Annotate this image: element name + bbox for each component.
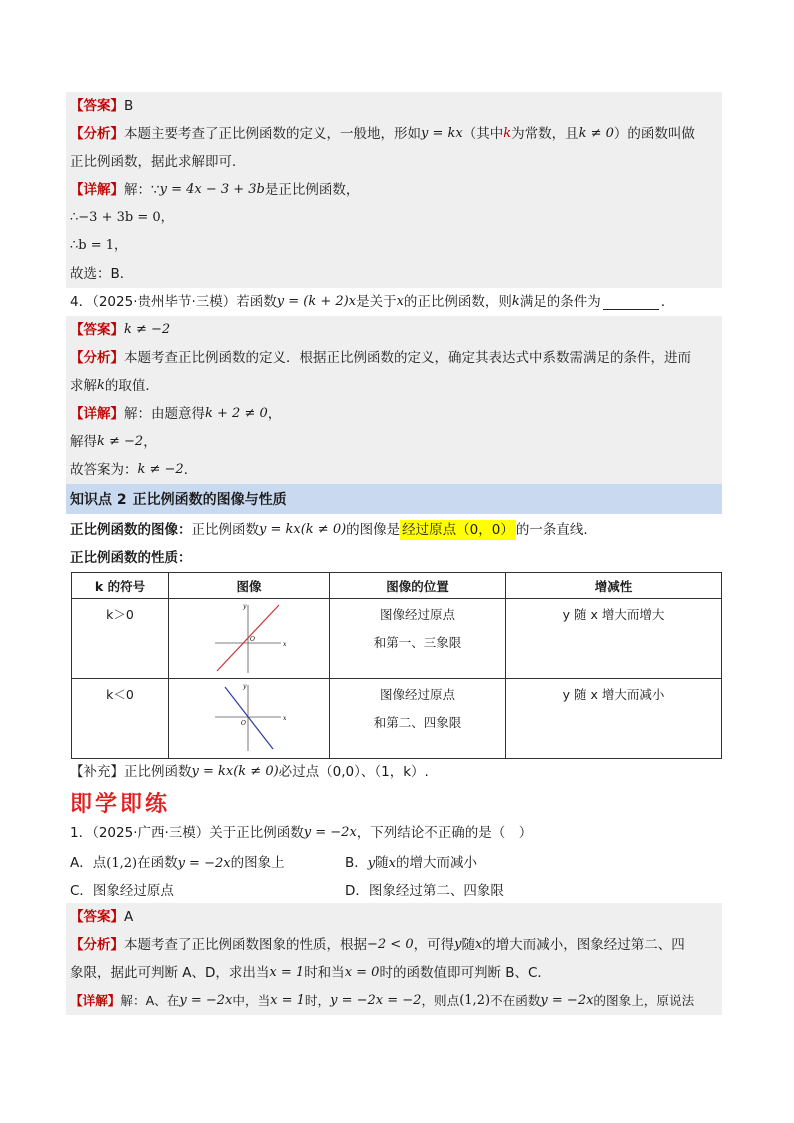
- practice-banner: 即学即练: [70, 790, 171, 817]
- q3-analysis-line-1: [66, 120, 722, 148]
- option-var: x: [388, 856, 396, 871]
- supplement-line: [70, 759, 722, 785]
- q3-detail-formula: y = 4x − 3 + 3b: [159, 182, 265, 197]
- graph-definition-text: 的图像是: [346, 522, 401, 538]
- p1-detail-text: 解：A、在: [120, 993, 180, 1008]
- table-row: [72, 599, 722, 679]
- graph-definition: [70, 516, 722, 544]
- q4-detail-formula: k + 2 ≠ 0: [205, 406, 268, 421]
- p1-analysis-text: ，可得: [413, 937, 455, 953]
- properties-title: 正比例函数的性质：: [70, 550, 192, 566]
- graph-definition-text: 正比例函数: [191, 522, 259, 538]
- supplement-formula: y = kx(k ≠ 0): [191, 764, 279, 779]
- p1-detail-text: 不在函数: [490, 993, 541, 1008]
- q4-solve-line: [66, 428, 722, 456]
- q4-analysis-text: 的取值．: [104, 378, 159, 394]
- option-text: 在函数: [137, 855, 178, 871]
- p1-analysis-text: 时的函数值即可判断 B、C．: [379, 965, 551, 981]
- q3-detail-text: 解：∵: [124, 182, 160, 198]
- axis-x-label: x: [283, 715, 287, 722]
- p1-stem: [70, 819, 722, 847]
- position-cell: [330, 679, 506, 759]
- p1-detail-text: 的图象上，原说法: [593, 993, 695, 1008]
- q4-analysis-text: 求解: [70, 378, 97, 394]
- p1-analysis-text: 时和当: [304, 965, 345, 981]
- axis-x-label: x: [283, 641, 287, 648]
- q4-analysis-line-1: [66, 344, 722, 372]
- p1-analysis-text: 随: [461, 937, 475, 953]
- option-text: 随: [375, 855, 389, 871]
- p1-detail-formula: x = 1: [270, 993, 305, 1008]
- q3-step-2: [66, 232, 722, 260]
- table-header: k 的符号: [72, 573, 169, 599]
- q4-stem-text: 是关于: [356, 294, 397, 310]
- p1-analysis-var: x: [474, 937, 483, 952]
- q4-final-line: [66, 456, 722, 484]
- graph-definition-label: 正比例函数的图像：: [70, 522, 192, 538]
- q3-analysis-text: 正比例函数，据此求解即可．: [70, 154, 246, 170]
- answer-label: 【答案】: [70, 322, 124, 338]
- detail-label: 【详解】: [70, 993, 121, 1008]
- knowledge-point-header: [66, 484, 722, 514]
- p1-answer-line: [66, 903, 722, 931]
- q4-final-formula: k ≠ −2: [137, 462, 184, 477]
- q3-conclusion-text: 故选：B．: [70, 266, 134, 282]
- answer-label: 【答案】: [70, 909, 124, 925]
- negative-slope-line: [225, 687, 273, 749]
- q3-detail-line: [66, 176, 722, 204]
- p1-stem-text: ，下列结论不正确的是（ ）: [356, 825, 533, 841]
- p1-analysis-line-2: [66, 959, 722, 987]
- p1-detail-text: ，则点: [421, 993, 460, 1008]
- p1-analysis-formula: −2 < 0: [367, 937, 414, 952]
- p1-analysis-text: 象限，据此可判断 A、D，求出当: [70, 965, 270, 981]
- answer-label: 【答案】: [70, 98, 124, 114]
- q3-step-text: ∴b = 1，: [70, 238, 128, 253]
- q3-analysis-text: ）的函数叫做: [613, 126, 695, 142]
- q3-answer-line: [66, 92, 722, 120]
- graph-cell: [169, 679, 330, 759]
- p1-stem-formula: y = −2x: [303, 825, 357, 840]
- position-text: 图像经过原点: [379, 687, 455, 702]
- option-text: B．: [345, 855, 368, 871]
- p1-detail-text: 中，当: [232, 993, 271, 1008]
- p1-options-row-1: [70, 847, 722, 875]
- q3-answer: B: [124, 98, 134, 114]
- p1-analysis-line-1: [66, 931, 722, 959]
- knowledge-number: 知识点 2: [70, 492, 127, 508]
- analysis-label: 【分析】: [70, 126, 124, 142]
- option-text: A．点: [70, 855, 107, 871]
- q3-analysis-text: （其中: [462, 126, 504, 142]
- q4-analysis-k: k: [97, 378, 105, 393]
- table-header: 增减性: [506, 573, 722, 599]
- option-text: 的增大而减小: [395, 855, 477, 871]
- option-var: y: [367, 856, 376, 871]
- supplement-label: 【补充】: [70, 764, 124, 780]
- position-cell: [330, 599, 506, 679]
- q4-stem: [70, 288, 722, 316]
- axis-y-label: y: [243, 603, 247, 610]
- p1-detail-formula: (1,2): [459, 993, 491, 1008]
- q4-detail-text: ，: [267, 406, 282, 422]
- p1-detail-formula: y = −2x: [540, 993, 594, 1008]
- q4-analysis-text: 本题考查正比例函数的定义．根据正比例函数的定义，确定其表达式中系数需满足的条件，进而: [124, 350, 691, 366]
- p1-analysis-var: y: [454, 937, 462, 952]
- sign-cell: k＜0: [72, 679, 169, 759]
- q4-stem-text: 的正比例函数，则: [403, 294, 512, 310]
- q4-stem-formula: y = (k + 2)x: [276, 294, 357, 309]
- analysis-label: 【分析】: [70, 937, 124, 953]
- q3-analysis-line-2: [66, 148, 722, 176]
- trend-cell: y 随 x 增大而减小: [506, 679, 722, 759]
- q3-analysis-condition: k ≠ 0: [578, 126, 614, 141]
- option-formula: y = −2x: [177, 856, 231, 871]
- q4-detail-line: [66, 400, 722, 428]
- p1-detail-line: [66, 987, 722, 1015]
- graph-negative: [169, 679, 329, 755]
- q3-step-1: [66, 204, 722, 232]
- detail-label: 【详解】: [70, 406, 124, 422]
- supplement-text: 正比例函数: [124, 764, 192, 780]
- q4-stem-k: k: [511, 294, 520, 309]
- supplement-text: 必过点（0,0）、（1，k）.: [278, 764, 429, 780]
- properties-title-line: [70, 544, 722, 572]
- detail-label: 【详解】: [70, 182, 124, 198]
- graph-definition-formula: y = kx(k ≠ 0): [259, 522, 347, 537]
- sign-cell: k＞0: [72, 599, 169, 679]
- p1-analysis-text: 的增大而减小，图象经过第二、四: [482, 937, 685, 953]
- p1-detail-formula: y = −2x = −2: [330, 993, 422, 1008]
- q4-answer-line: [66, 316, 722, 344]
- q4-final-text: 故答案为：: [70, 462, 138, 478]
- p1-detail-text: 时，: [304, 993, 331, 1008]
- q3-analysis-text: 为常数，且: [511, 126, 579, 142]
- graph-definition-text: 的一条直线.: [515, 522, 588, 538]
- q3-analysis-k: k: [503, 126, 512, 141]
- highlighted-phrase: 经过原点（0，0）: [402, 522, 514, 538]
- q4-answer: k ≠ −2: [124, 322, 171, 337]
- p1-analysis-formula: x = 0: [344, 965, 380, 980]
- q3-analysis-text: 本题主要考查了正比例函数的定义，一般地，形如: [124, 126, 421, 142]
- q4-solve-text: ，: [143, 434, 157, 450]
- q4-stem-text: ．: [660, 294, 675, 310]
- option-a[interactable]: [70, 851, 345, 871]
- origin-label: O: [241, 720, 246, 727]
- graph-positive: [169, 599, 329, 675]
- p1-stem-text: 1．（2025·广西·三模）关于正比例函数: [70, 825, 304, 841]
- q4-solve-text: 解得: [70, 434, 97, 450]
- axis-y-label: y: [243, 683, 247, 690]
- q4-stem-text: 4．（2025·贵州毕节·三模）若函数: [70, 294, 277, 310]
- p1-analysis-formula: x = 1: [269, 965, 305, 980]
- q4-stem-x: x: [396, 294, 404, 309]
- option-b[interactable]: [345, 851, 620, 871]
- table-header: 图像: [169, 573, 330, 599]
- option-c[interactable]: C．图象经过原点: [70, 883, 174, 899]
- graph-cell: [169, 599, 330, 679]
- p1-answer: A: [124, 909, 134, 925]
- q3-conclusion: [66, 260, 722, 288]
- option-text: 的图象上: [230, 855, 285, 871]
- answer-blank[interactable]: [603, 295, 659, 310]
- q4-final-text: ．: [183, 462, 198, 478]
- p1-options-row-2: [70, 875, 722, 903]
- trend-cell: y 随 x 增大而增大: [506, 599, 722, 679]
- position-text: 和第二、四象限: [373, 715, 462, 730]
- q3-detail-text: 是正比例函数，: [264, 182, 360, 198]
- properties-table: [71, 572, 722, 759]
- q4-analysis-line-2: [66, 372, 722, 400]
- option-point: (1,2): [106, 856, 138, 871]
- knowledge-title: 正比例函数的图像与性质: [132, 492, 287, 508]
- q4-solve-formula: k ≠ −2: [97, 434, 144, 449]
- document-page: [70, 92, 722, 1015]
- position-text: 和第一、三象限: [373, 635, 462, 650]
- origin-label: O: [250, 636, 255, 643]
- q4-detail-text: 解：由题意得: [124, 406, 205, 422]
- q4-stem-text: 满足的条件为: [519, 294, 601, 310]
- position-text: 图像经过原点: [379, 607, 455, 622]
- p1-analysis-text: 本题考查了正比例函数图象的性质，根据: [124, 937, 367, 953]
- table-row: [72, 679, 722, 759]
- q3-step-text: ∴−3 + 3b = 0，: [70, 210, 174, 225]
- option-d[interactable]: D．图象经过第二、四象限: [345, 883, 504, 899]
- p1-detail-formula: y = −2x: [179, 993, 233, 1008]
- table-header: 图像的位置: [330, 573, 506, 599]
- analysis-label: 【分析】: [70, 350, 124, 366]
- q3-analysis-formula: y = kx: [421, 126, 463, 141]
- table-header-row: [72, 573, 722, 599]
